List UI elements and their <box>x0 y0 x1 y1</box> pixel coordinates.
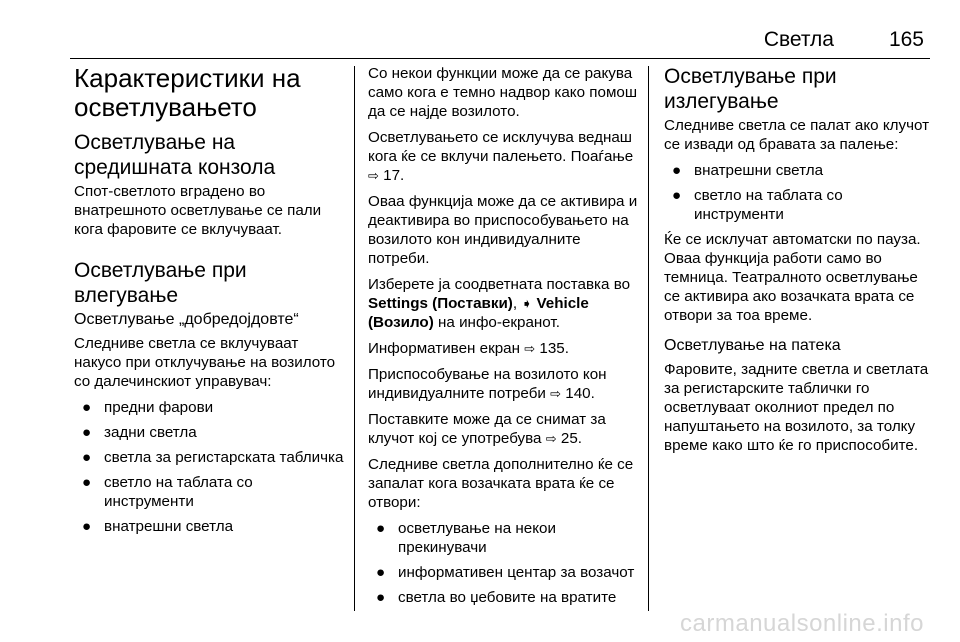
bullet-icon: ● <box>82 399 92 416</box>
list-item: ● предни фарови <box>82 399 214 416</box>
bullet-icon: ● <box>376 589 386 606</box>
list-exit-lights <box>664 161 934 224</box>
list-door-lights <box>368 519 638 607</box>
reference-arrow-icon: ⇨ <box>368 168 379 183</box>
list-item: ● внатрешни светла <box>82 518 234 535</box>
menu-path-vehicle: Vehicle (Возило) <box>368 295 589 331</box>
list-welcome-lights <box>74 398 344 536</box>
bullet-icon: ● <box>376 564 386 581</box>
column-divider-1 <box>354 66 355 611</box>
reference-arrow-icon: ⇨ <box>545 431 557 446</box>
paragraph-personalization-ref: Приспособување на возилото кон индивидуалните потреби ⇨ 140. <box>368 366 607 402</box>
bullet-icon: ● <box>82 474 92 491</box>
page-reference-link[interactable]: 17. <box>383 167 405 184</box>
list-item: ● осветлување на некои прекинувачи <box>376 520 556 556</box>
bullet-icon: ● <box>672 187 682 204</box>
paragraph-center-console: Спот-светлото вградено во внатрешното осветлување се пали кога фаровите се вклучуваат. <box>74 183 322 238</box>
watermark: carmanualsonline.info <box>680 610 924 637</box>
page-header <box>74 28 924 52</box>
heading-center-console-lighting: Осветлување на средишната конзола <box>74 131 276 179</box>
menu-arrow-icon: ➧ <box>521 296 533 311</box>
bullet-icon: ● <box>82 449 92 466</box>
paragraph-settings-path: Изберете ја соодветната поставка во Settings (Поставки), ➧ Vehicle (Возило) на инфо-екранот. <box>368 276 631 331</box>
page-reference-link[interactable]: 135. <box>539 340 569 357</box>
bullet-icon: ● <box>82 518 92 535</box>
paragraph-activation: Оваа функција може да се активира и деактивира во приспособувањето на возилото кон индивидуалните потреби. <box>368 193 638 267</box>
list-item: ● внатрешни светла <box>672 162 824 179</box>
column-3 <box>664 64 934 462</box>
column-1 <box>74 64 344 542</box>
reference-arrow-icon: ⇨ <box>550 386 562 401</box>
page-reference-link[interactable]: 25. <box>560 430 582 447</box>
bullet-icon: ● <box>82 424 92 441</box>
paragraph-exit: Следниве светла се палат ако клучот се извади од бравата за палење: <box>664 117 930 153</box>
bullet-icon: ● <box>672 162 682 179</box>
paragraph-exit-auto-off: Ќе се исклучат автоматски по пауза. Оваа функција работи само во темница. Театралното осветлување се активира ако возачката врата се отвори за тоа време. <box>664 231 921 324</box>
paragraph-path-lighting: Фаровите, задните светла и светлата за регистарските таблички го осветлуваат околниот предел по напуштањето на возилото, за толку време како што ќе го приспособите. <box>664 361 929 454</box>
list-item: ● светло на таблата со инструменти <box>82 474 253 510</box>
heading-welcome-lighting: Осветлување „добредојдовте“ <box>74 311 299 328</box>
heading-entry-lighting: Осветлување при влегување <box>74 259 247 307</box>
page-reference-link[interactable]: 140. <box>565 385 595 402</box>
paragraph-dark-functions: Со некои функции може да се ракува само кога е темно надвор како помош да се најде возилото. <box>368 65 638 120</box>
column-divider-2 <box>648 66 649 611</box>
paragraph-door-open: Следниве светла дополнително ќе се запалат кога возачката врата ќе се отвори: <box>368 456 634 511</box>
page-number: 165 <box>888 28 924 51</box>
paragraph-info-display-ref: Информативен екран ⇨ 135. <box>368 340 569 357</box>
chapter-title: Светла <box>763 28 834 51</box>
bullet-icon: ● <box>376 520 386 537</box>
list-item: ● светло на таблата со инструменти <box>672 187 843 223</box>
heading-path-lighting: Осветлување на патека <box>664 337 841 354</box>
heading-exit-lighting: Осветлување при излегување <box>664 65 837 113</box>
list-item: ● информативен центар за возачот <box>376 564 635 581</box>
column-2 <box>368 64 638 613</box>
list-item: ● светла во џебовите на вратите <box>376 589 617 606</box>
paragraph-ignition-off: Осветлувањето се исклучува веднаш кога ќе се вклучи палењето. Поаѓање ⇨ 17. <box>368 129 634 184</box>
list-item: ● задни светла <box>82 424 197 441</box>
paragraph-key-settings-ref: Поставките може да се снимат за клучот кој се употребува ⇨ 25. <box>368 411 606 447</box>
section-heading-main: Карактеристики на осветлувањето <box>74 63 301 122</box>
header-divider <box>70 58 930 59</box>
reference-arrow-icon: ⇨ <box>524 341 536 356</box>
menu-path-settings: Settings (Поставки) <box>368 295 513 312</box>
paragraph-welcome: Следниве светла се вклучуваат накусо при отклучување на возилото со далечинскиот управувач: <box>74 335 336 390</box>
list-item: ● светла за регистарската табличка <box>82 449 344 466</box>
